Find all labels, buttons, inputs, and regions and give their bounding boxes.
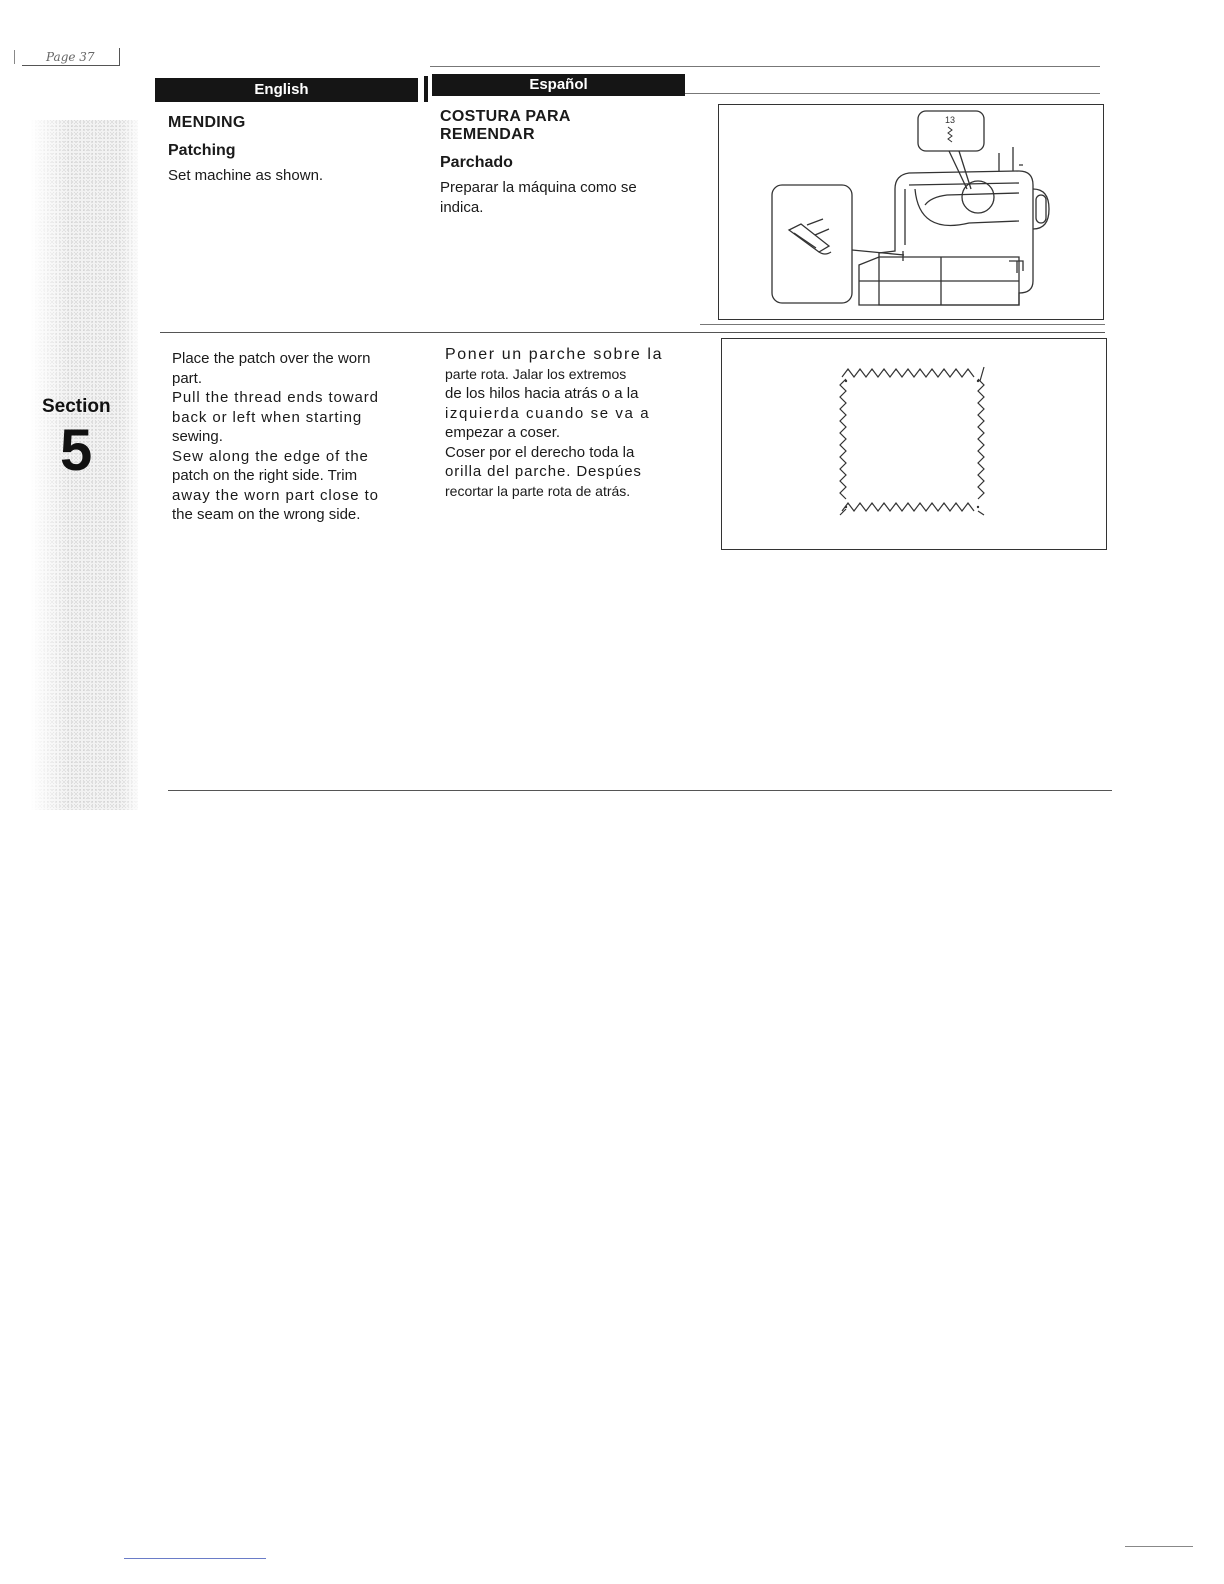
text-line: orilla del parche. Despúes (445, 463, 642, 480)
text-line: part. (172, 369, 203, 387)
text-line: Sew along the edge of the (172, 447, 369, 465)
sewing-machine-illustration (719, 105, 1103, 319)
section-title: MENDING (168, 114, 246, 131)
section-title-es-line1: COSTURA PARA (440, 108, 571, 125)
text-line: Place the patch over the worn (172, 350, 371, 367)
language-bar-spanish: Español (432, 74, 685, 96)
block2-spanish (445, 345, 693, 501)
block1-english (168, 114, 408, 186)
section-label: Section (42, 396, 111, 417)
patch-figure (721, 338, 1107, 550)
text-line: Coser por el derecho toda la (445, 443, 635, 461)
section-number: 5 (60, 418, 93, 483)
text-line: recortar la parte rota de atrás. (445, 482, 631, 499)
instruction-text-es-line2: indica. (440, 198, 484, 216)
text-line: izquierda cuando se va a (445, 404, 651, 422)
text-line: back or left when starting (172, 408, 363, 426)
text-line: Poner un parche sobre la (445, 346, 664, 363)
section-title-es-line2: REMENDAR (440, 126, 535, 143)
page-label: Page 37 (22, 48, 120, 66)
text-line: parte rota. Jalar los extremos (445, 365, 627, 382)
text-line: empezar a coser. (445, 424, 561, 441)
instruction-text: Set machine as shown. (168, 167, 324, 184)
block2-english (172, 349, 420, 525)
text-line: patch on the right side. Trim (172, 467, 358, 484)
text-line: away the worn part close to (172, 486, 379, 504)
footer-rule-right (1125, 1546, 1193, 1547)
top-rule (430, 66, 1100, 67)
text-line: sewing. (172, 428, 223, 445)
stitch-pattern-icon (948, 127, 952, 142)
text-line: the seam on the wrong side. (172, 506, 361, 523)
middle-rule (160, 332, 1105, 333)
text-line: Pull the thread ends toward (172, 389, 379, 406)
bottom-rule (168, 790, 1112, 791)
bar-divider (424, 76, 428, 102)
sewing-machine-figure (718, 104, 1104, 320)
patch-illustration (722, 339, 1106, 549)
section-subtitle-es: Parchado (440, 154, 513, 171)
figure-rule (700, 324, 1105, 325)
block1-spanish (440, 108, 700, 217)
page-tab-tick (14, 50, 15, 64)
svg-text:13: 13 (945, 115, 956, 125)
section-subtitle: Patching (168, 142, 236, 159)
pattern-number-text (945, 115, 955, 125)
header-rule (685, 93, 1100, 94)
instruction-text-es-line1: Preparar la máquina como se (440, 179, 637, 196)
text-line: de los hilos hacia atrás o a la (445, 385, 639, 402)
language-bar-english: English (155, 78, 418, 102)
footer-rule (124, 1558, 266, 1559)
